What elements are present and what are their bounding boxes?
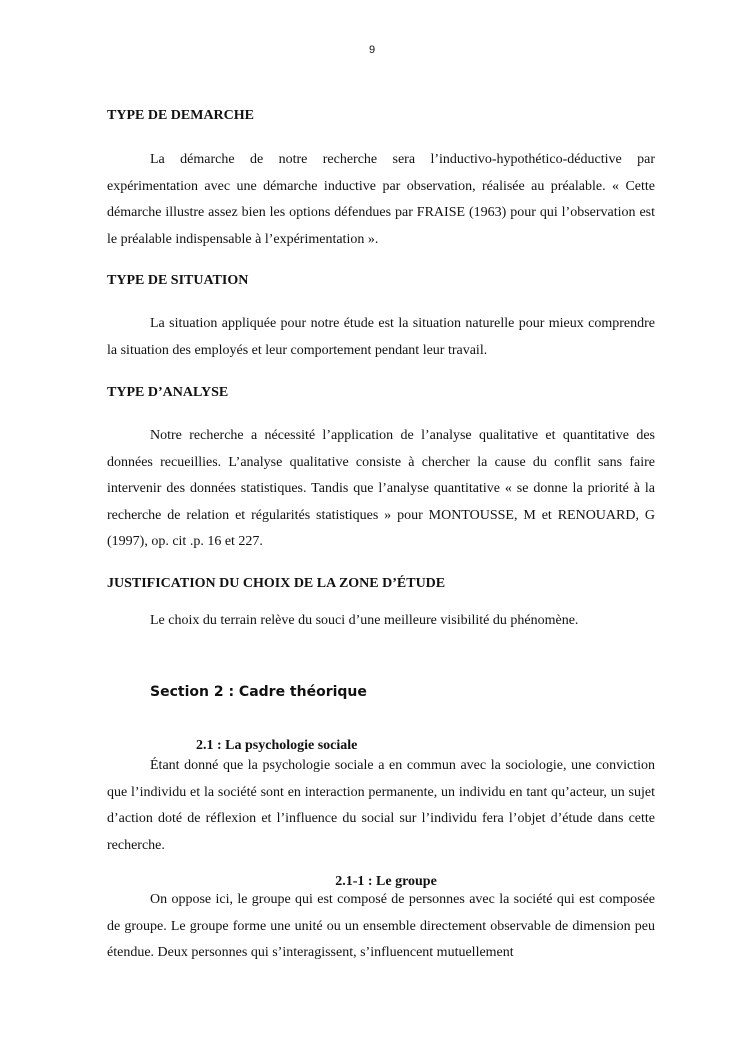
heading-type-situation: TYPE DE SITUATION [107, 273, 249, 288]
paragraph-groupe: On oppose ici, le groupe qui est composé de personnes avec la société qui est composée de groupe. Le groupe forme une unité ou un ensemble directement observable de dimension peu étendue. Deux personnes qui s’interagissent, s’influencent mutuellement [107, 892, 655, 961]
page-number: 9 [368, 44, 376, 56]
heading-justification: JUSTIFICATION DU CHOIX DE LA ZONE D’ÉTUDE [107, 576, 446, 591]
paragraph-situation: La situation appliquée pour notre étude est la situation naturelle pour mieux comprendre la situation des employés et leur comportement pendant leur travail. [107, 316, 655, 358]
paragraph-analyse: Notre recherche a nécessité l’application de l’analyse qualitative et quantitative des données recueillies. L’analyse qualitative consiste à chercher la cause du conflit sans faire intervenir des données statistiques. Tandis que l’analyse quantitative « se donne la priorité à la recherche de relation et régularités statistiques » pour MONTOUSSE, M et RENOUARD, G (1997), op. cit .p. 16 et 227. [107, 428, 655, 550]
subsection-groupe-title: 2.1-1 : Le groupe [335, 874, 437, 889]
heading-type-analyse: TYPE D’ANALYSE [107, 385, 229, 400]
section-2-title: Section 2 : Cadre théorique [150, 684, 367, 700]
paragraph-demarche: La démarche de notre recherche sera l’inductivo-hypothético-déductive par expérimentation avec une démarche inductive par observation, réalisée au préalable. « Cette démarche illustre assez bien les options défendues par FRAISE (1963) pour qui l’observation est le préalable indispensable à l’expérimentation ». [107, 152, 655, 247]
subsection-psychologie-sociale-title: 2.1 : La psychologie sociale [196, 738, 358, 753]
heading-type-demarche: TYPE DE DEMARCHE [107, 108, 255, 123]
paragraph-psychologie-sociale: Étant donné que la psychologie sociale a en commun avec la sociologie, une conviction que l’individu et la société sont en interaction permanente, un individu en tant qu’acteur, un sujet d’action doté de réflexion et l’influence du social sur l’individu fera l’objet d’étude dans cette recherche. [107, 758, 655, 853]
paragraph-justification: Le choix du terrain relève du souci d’une meilleure visibilité du phénomène. [150, 613, 579, 628]
